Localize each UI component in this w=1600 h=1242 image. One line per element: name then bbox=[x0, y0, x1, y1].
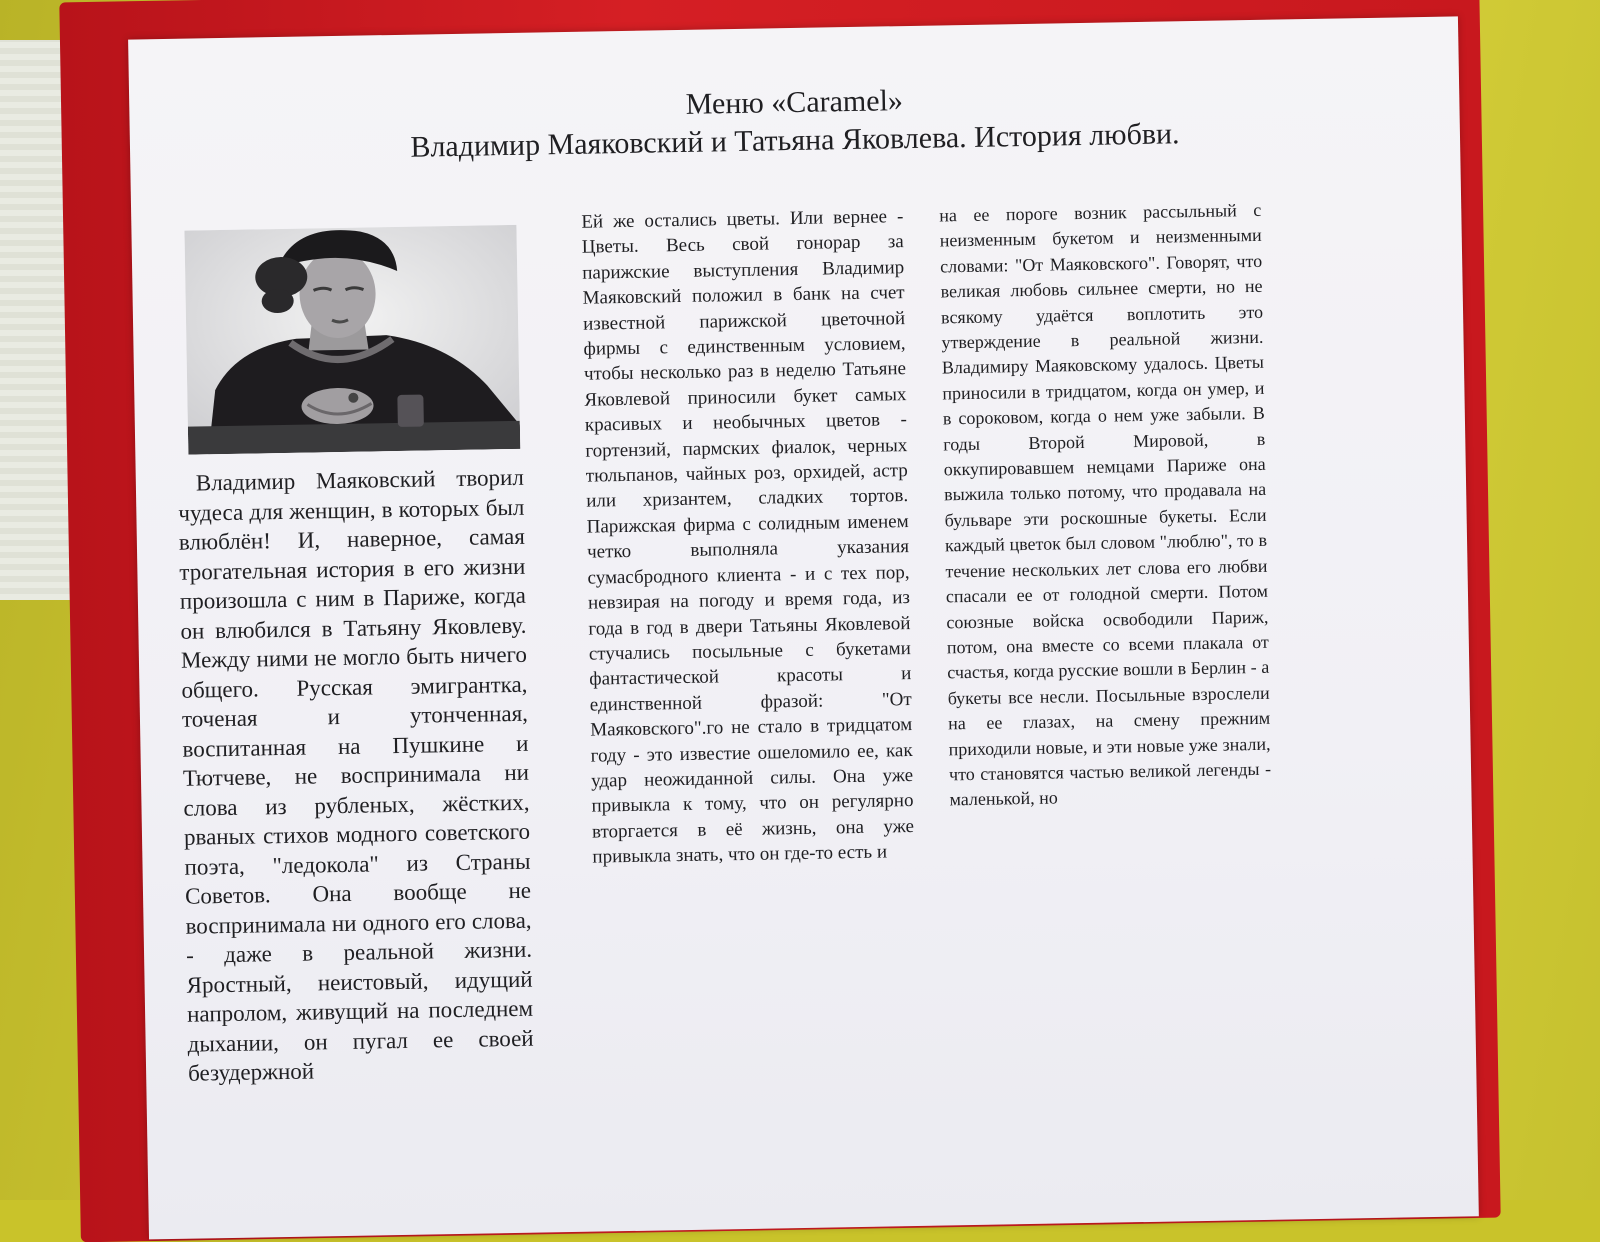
column-middle-text: Ей же остались цветы. Или вернее - Цветы. Весь свой гонорар за парижские выступления Владимир Маяковский положил в банк на счет известной парижской цветочной фирмы с единственным условием, чтобы несколько раз в неделю Татьяне Яковлевой приносили букет самых красивых и необычных цветов - гортензий, пармских фиалок, черных тюльпанов, чайных роз, орхидей, астр или хризантем, сладких тортов. Парижская фирма с солидным именем четко выполняла указания сумасбродного клиента - и с тех пор, невзирая на погоду и время года, из года в год в двери Татьяны Яковлевой стучались посыльные с букетами фантастической красоты и единственной фразой: "От Маяковского".го не стало в тридцатом году - это известие ошеломило ее, как удар неожиданной силы. Она уже привыкла к тому, что он регулярно вторгается в её жизнь, она уже привыкла знать, что он где-то есть и bbox=[581, 206, 915, 868]
column-middle bbox=[581, 204, 914, 870]
column-left-text: Владимир Маяковский творил чудеса для женщин, в которых был влюблён! И, наверное, самая трогательная история в его жизни произошла с ним в Париже, когда он влюбился в Татьяну Яковлеву. Между ними не могло быть ничего общего. Русская эмигрантка, точеная и утонченная, воспитанная на Пушкине и Тютчеве, не воспринимала ни слова из рубленых, жёстких, рваных стихов модного советского поэта, "ледокола" из Страны Советов. Она вообще не воспринимала ни одного его слова, - даже в реальной жизни. Яростный, неистовый, идущий напролом, живущий на последнем дыхании, он пугал ее своей безудержной bbox=[178, 464, 534, 1086]
column-right bbox=[939, 198, 1272, 813]
menu-page bbox=[128, 16, 1479, 1239]
portrait-image bbox=[184, 225, 520, 455]
menu-subtitle: Владимир Маяковский и Татьяна Яковлева. История любви. bbox=[410, 117, 1180, 164]
column-right-text: на ее пороге возник рассыльный с неизменным букетом и неизменными словами: "От Маяковского". Говорят, что великая любовь сильнее смерти, но не всякому удаётся воплотить это утверждение в реальной жизни. Владимиру Маяковскому удалось. Цветы приносили в тридцатом, когда он умер, и в сороковом, когда о нем уже забыли. В годы Второй Мировой, в оккупировавшем немцами Париже она выжила только потому, что продавала на бульваре эти роскошные букеты. Если каждый цветок был словом "люблю", то в течение нескольких лет слова его любви спасали ее от голодной смерти. Потом союзные войска освободили Париж, потом, она вместе со всеми плакала от счастья, когда русские вошли в Берлин - а букеты все несли. Посыльные взрослели на ее глазах, на смену прежним приходили новые, и эти новые уже знали, что становятся частью великой легенды - маленькой, но bbox=[939, 199, 1272, 810]
column-left bbox=[178, 463, 535, 1088]
woman-portrait-photo bbox=[184, 225, 520, 455]
menu-title: Меню «Caramel» bbox=[685, 84, 904, 121]
